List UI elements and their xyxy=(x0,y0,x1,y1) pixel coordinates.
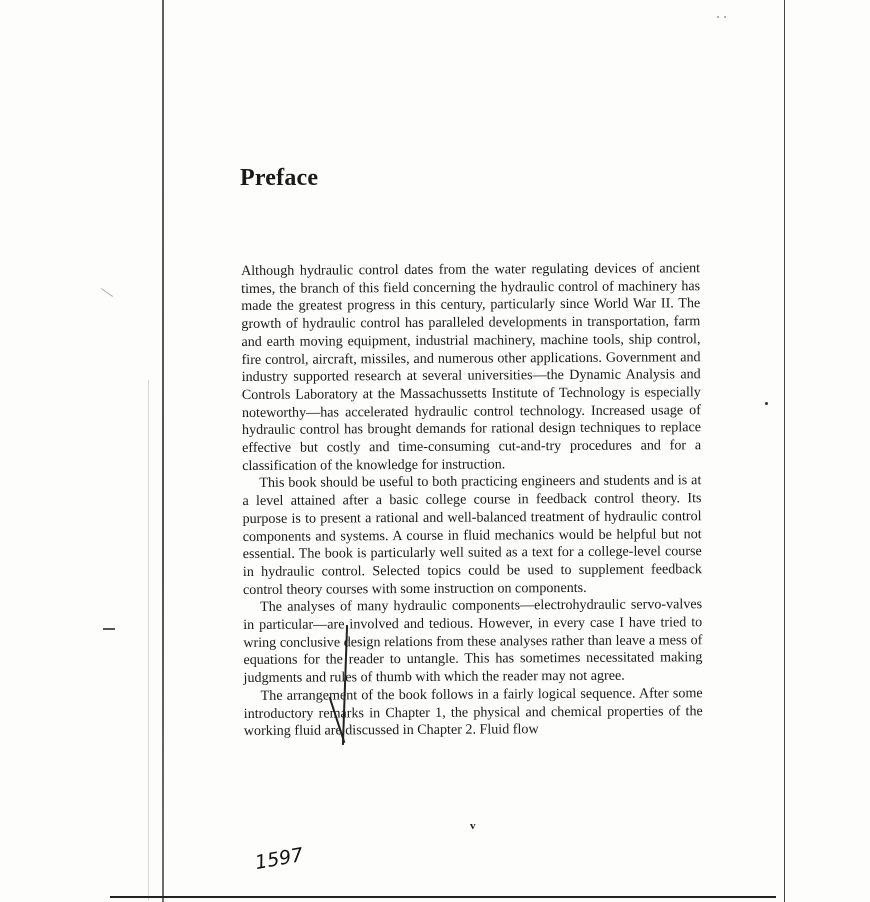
binding-shadow-faint xyxy=(148,380,149,900)
paragraph: Although hydraulic control dates from the water regulating devices of ancient times, the branch of this field concerning the hydraulic control of machinery has made the greatest progress in this century, particularly since World War II. The growth of hydraulic control has paralleled developments in transportation, farm and earth moving equipment, industrial machinery, machine tools, ship control, fire control, aircraft, missiles, and numerous other applications. Government and industry supported research at several universities—the Dynamic Analysis and Controls Laboratory at the Massachussetts Institute of Technology is especially noteworthy—has accelerated hydraulic control technology. Increased usage of hydraulic control has brought demands for rational design techniques to replace effective but costly and time-consuming cut-and-try procedures and for a classification of the knowledge for instruction. xyxy=(241,260,702,474)
scan-speck xyxy=(765,402,768,405)
margin-mark xyxy=(103,628,115,630)
paragraph: The arrangement of the book follows in a fairly logical sequence. After some introductory remarks in Chapter 1, the physical and chemical properties of the working fluid are discussed in Chapter 2. Fluid flow xyxy=(243,685,703,740)
scan-speck xyxy=(724,16,726,18)
binding-shadow-line xyxy=(162,0,164,902)
page-title: Preface xyxy=(240,165,319,191)
margin-mark-faint xyxy=(101,288,113,297)
page-right-edge xyxy=(784,0,785,902)
page-bottom-edge xyxy=(110,896,776,898)
paragraph: The analyses of many hydraulic components—electrohydraulic servo-valves in particular—are involved and tedious. However, in every case I have tried to wring conclusive design relations from these analyses rather than leave a mess of equations for the reader to untangle. This has sometimes necessitated making judgments and rules of thumb with which the reader may not agree. xyxy=(243,596,703,687)
handwritten-note: 1597 xyxy=(253,843,305,875)
page-number: v xyxy=(470,820,476,832)
scan-speck xyxy=(717,16,719,18)
preface-body xyxy=(241,260,703,741)
paragraph: This book should be useful to both practicing engineers and students and is at a level attained after a basic college course in feedback control theory. Its purpose is to present a rational and well-balanced treatment of hydraulic control components and systems. A course in fluid mechanics would be helpful but not essential. The book is particularly well suited as a text for a college-level course in hydraulic control. Selected topics could be used to supplement feedback control theory courses with some instruction on components. xyxy=(242,472,702,598)
